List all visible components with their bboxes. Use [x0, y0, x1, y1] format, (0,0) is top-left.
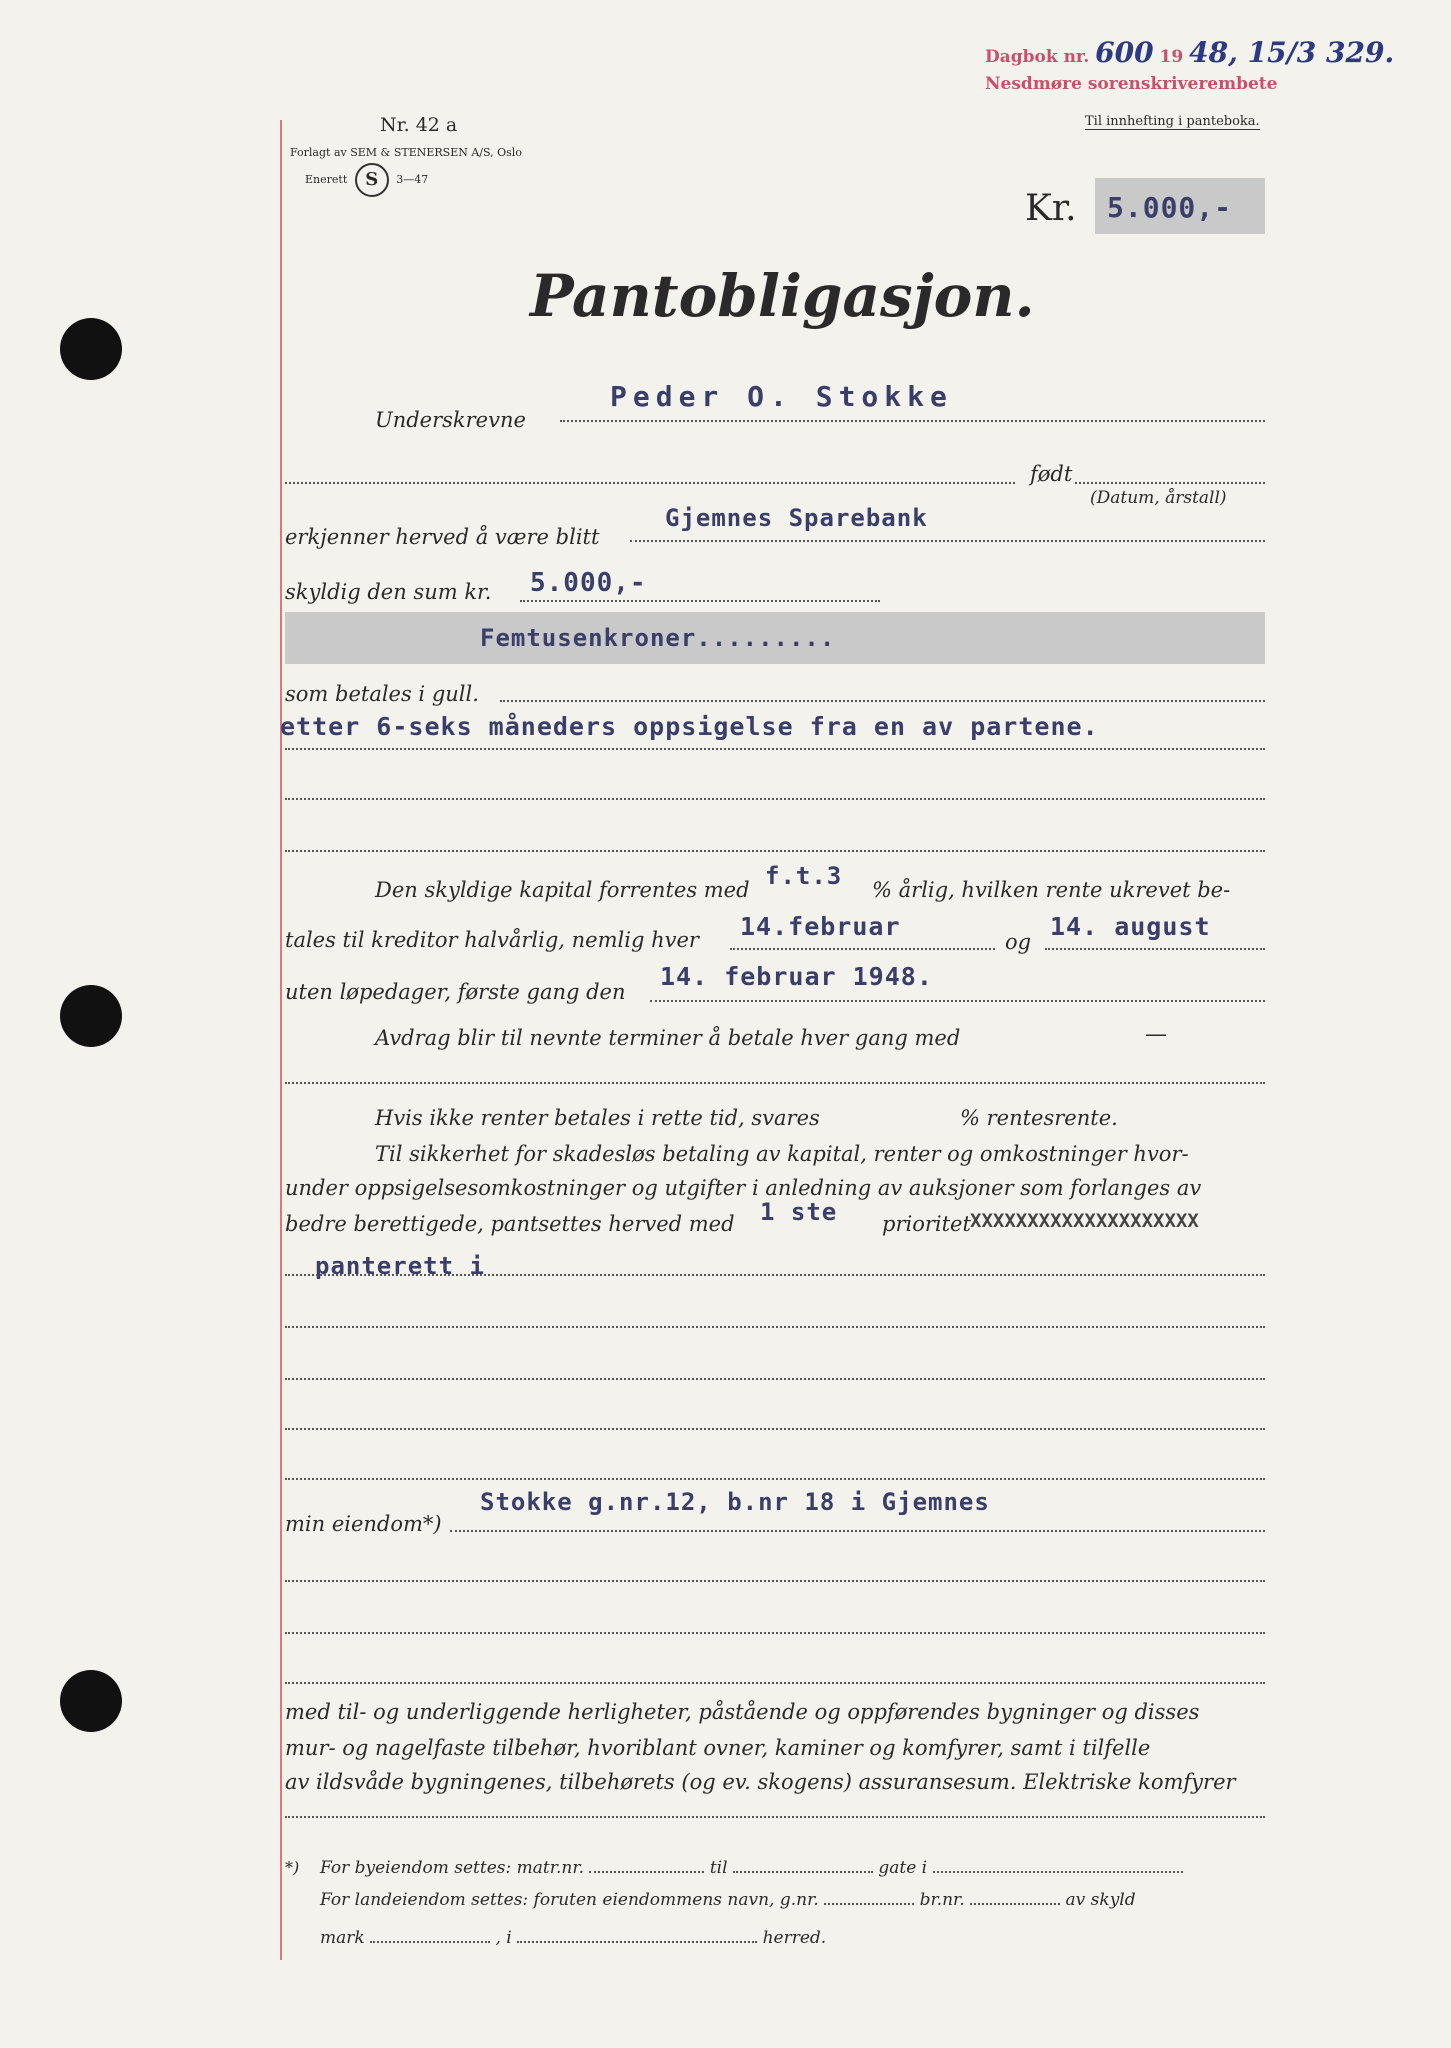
born-line	[285, 482, 1015, 484]
interest-rate: f.t.3	[765, 862, 843, 890]
property-label: min eiendom*)	[285, 1512, 442, 1536]
born-line-tail	[1075, 482, 1265, 484]
stamp-court: Nesdmøre sorenskriverembete	[985, 74, 1278, 94]
footnote-line1-b: til	[709, 1858, 728, 1878]
struck-text: XXXXXXXXXXXXXXXXXXXX	[970, 1210, 1199, 1232]
date1-line	[730, 948, 995, 950]
footnote-line3-b: , i	[495, 1928, 512, 1948]
interest-line1-a: Den skyldige kapital forrentes med	[375, 878, 750, 902]
property-line	[450, 1530, 1265, 1532]
amount-label: Kr.	[1025, 188, 1077, 229]
installment-dash: —	[1145, 1022, 1167, 1047]
penalty-line2: Til sikkerhet for skadesløs betaling av kapital, renter og omkostninger hvor-	[375, 1142, 1189, 1166]
interest-line3-a: uten løpedager, første gang den	[285, 980, 626, 1004]
penalty-line1-b: % rentesrente.	[960, 1106, 1118, 1130]
sum-value: 5.000,-	[530, 568, 647, 598]
creditor-value: Gjemnes Sparebank	[665, 504, 928, 532]
first-date: 14. februar 1948.	[660, 962, 933, 991]
born-label: født	[1030, 462, 1073, 486]
footnote-dots-4	[824, 1903, 914, 1905]
publisher: Forlagt av SEM & STENERSEN A/S, Oslo	[290, 146, 522, 159]
registry-stamp	[985, 36, 1394, 69]
terms-line-3	[285, 850, 1265, 852]
interest-date2: 14. august	[1050, 912, 1211, 941]
footnote-dots-6	[370, 1941, 490, 1943]
terms-line-1	[285, 748, 1265, 750]
terms-value: etter 6-seks måneders oppsigelse fra en av partene.	[280, 712, 1099, 741]
footnote-line1-c: gate i	[878, 1858, 928, 1878]
pledge-line-3	[285, 1378, 1265, 1380]
form-number: Nr. 42 a	[380, 114, 458, 136]
sum-words: Femtusenkroner.........	[480, 624, 836, 652]
priority-value: 1 ste	[760, 1198, 838, 1226]
undersigned-label: Underskrevne	[375, 408, 526, 432]
footnote-line2	[320, 1890, 1265, 1910]
sum-line	[520, 600, 880, 602]
pledge-line-1	[285, 1274, 1265, 1276]
pledge-value: panterett i	[315, 1252, 485, 1280]
appurtenances-line3: av ildsvåde bygningenes, tilbehørets (og ev. skogens) assuransesum. Elektriske komfyrer	[285, 1770, 1236, 1794]
footnote-line2-a: For landeiendom settes: foruten eiendommens navn, g.nr.	[320, 1890, 819, 1910]
footnote-line3-c: herred.	[762, 1928, 827, 1948]
property-value: Stokke g.nr.12, b.nr 18 i Gjemnes	[480, 1488, 990, 1516]
punch-hole-middle	[60, 985, 122, 1047]
interest-line4: Avdrag blir til nevnte terminer å betale hver gang med	[375, 1026, 961, 1050]
footnote-line3-a: mark	[320, 1928, 365, 1948]
undersigned-line	[560, 420, 1265, 422]
footnote-line1-a: For byeiendom settes: matr.nr.	[320, 1858, 584, 1878]
interest-line2-a: tales til kreditor halvårlig, nemlig hver	[285, 928, 699, 952]
property-line-3	[285, 1632, 1265, 1634]
terms-line-2	[285, 798, 1265, 800]
footnote-dots-1	[589, 1871, 704, 1873]
stamp-number: 600	[1095, 36, 1154, 69]
page-title: Pantobligasjon.	[530, 262, 1035, 330]
born-hint: (Datum, årstall)	[1090, 488, 1227, 508]
undersigned-value: Peder O. Stokke	[610, 380, 953, 413]
footnote-line2-b: br.nr.	[919, 1890, 965, 1910]
acknowledge-label: erkjenner herved å være blitt	[285, 525, 600, 549]
first-date-line	[650, 1000, 1265, 1002]
pledge-line-2	[285, 1326, 1265, 1328]
stamp-handwritten: 48, 15/3 329.	[1189, 36, 1395, 69]
binding-note: Til innhefting i panteboka.	[1085, 114, 1260, 129]
appurtenances-line2: mur- og nagelfaste tilbehør, hvoriblant ovner, kaminer og komfyrer, samt i tilfelle	[285, 1736, 1151, 1760]
stamp-year-prefix: 19	[1159, 47, 1184, 67]
punch-hole-bottom	[60, 1670, 122, 1732]
rights-label: Enerett	[305, 173, 348, 186]
footnote-line1	[320, 1858, 1265, 1878]
penalty-line4-a: bedre berettigede, pantsettes herved med	[285, 1212, 735, 1236]
interest-date1: 14.februar	[740, 912, 901, 941]
footnote-dots-5	[970, 1903, 1060, 1905]
property-line-2	[285, 1580, 1265, 1582]
creditor-line	[630, 540, 1265, 542]
sum-label: skyldig den sum kr.	[285, 580, 492, 604]
footnote-line2-c: av skyld	[1065, 1890, 1136, 1910]
penalty-line4-b: prioritet	[882, 1212, 971, 1236]
margin-line	[280, 120, 282, 1960]
installment-line	[285, 1082, 1265, 1084]
footnote-dots-2	[733, 1871, 873, 1873]
pledge-line-4	[285, 1428, 1265, 1430]
footnote-dots-7	[517, 1941, 757, 1943]
gold-line	[500, 700, 1265, 702]
gold-label: som betales i gull.	[285, 682, 479, 706]
penalty-line1-a: Hvis ikke renter betales i rette tid, svares	[375, 1106, 820, 1130]
amount-value: 5.000,-	[1095, 178, 1265, 234]
footnote-dots-3	[933, 1871, 1183, 1873]
property-line-4	[285, 1682, 1265, 1684]
penalty-line3: under oppsigelsesomkostninger og utgifter i anledning av auksjoner som forlanges av	[285, 1176, 1202, 1200]
footnote-line3	[320, 1928, 826, 1948]
rights	[305, 163, 428, 197]
punch-hole-top	[60, 318, 122, 380]
pledge-line-5	[285, 1478, 1265, 1480]
appurtenances-line	[285, 1816, 1265, 1818]
publisher-logo: S	[355, 163, 389, 197]
interest-and: og	[1005, 930, 1032, 954]
interest-line1-b: % årlig, hvilken rente ukrevet be-	[872, 878, 1231, 902]
date2-line	[1045, 948, 1265, 950]
footnote-marker: *)	[285, 1858, 300, 1877]
appurtenances-line1: med til- og underliggende herligheter, påstående og oppførendes bygninger og disses	[285, 1700, 1200, 1724]
stamp-label: Dagbok nr.	[985, 47, 1090, 67]
edition: 3—47	[396, 173, 429, 186]
